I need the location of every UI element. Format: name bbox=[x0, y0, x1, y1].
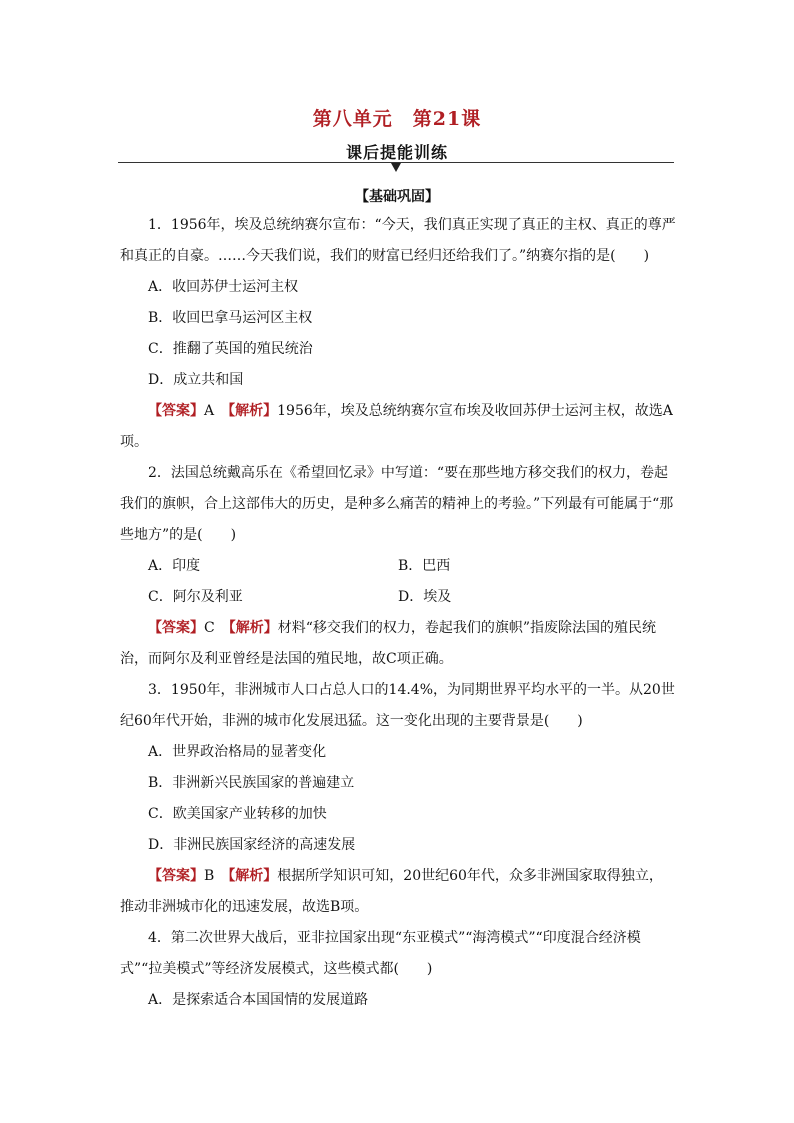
option-c: C．阿尔及利亚 bbox=[148, 589, 243, 605]
question-stem: 4．第二次世界大战后，亚非拉国家出现“东亚模式”“海湾模式”“印度混合经济模式”“拉美模式”等经济发展模式，这些模式都( ) bbox=[120, 930, 641, 977]
answer-block bbox=[120, 613, 676, 675]
answer-block bbox=[120, 396, 676, 458]
answer-tag: 【答案】 bbox=[148, 403, 204, 419]
question-4 bbox=[120, 923, 676, 1016]
question-stem: 3．1950年，非洲城市人口占总人口的14.4%，为同期世界平均水平的一半。从20世纪60年代开始，非洲的城市化发展迅猛。这一变化出现的主要背景是( ) bbox=[120, 682, 675, 729]
question-stem: 1．1956年，埃及总统纳赛尔宣布：“今天，我们真正实现了真正的主权、真正的尊严和真正的自豪。……今天我们说，我们的财富已经归还给我们了。”纳赛尔指的是( ) bbox=[120, 217, 676, 264]
answer-value: A bbox=[204, 403, 215, 419]
option-a: A．世界政治格局的显著变化 bbox=[148, 744, 327, 760]
answer-value: B bbox=[204, 868, 215, 884]
option-d: D．埃及 bbox=[398, 589, 452, 605]
option-b: B．非洲新兴民族国家的普遍建立 bbox=[148, 775, 355, 791]
analysis-text: 1956年，埃及总统纳赛尔宣布埃及收回苏伊士运河主权，故选A项。 bbox=[120, 403, 673, 450]
page-subtitle: 课后提能训练 bbox=[345, 143, 448, 162]
option-c: C．欧美国家产业转移的加快 bbox=[148, 806, 327, 822]
question-1 bbox=[120, 210, 676, 458]
question-2 bbox=[120, 458, 676, 675]
option-a: A．印度 bbox=[148, 558, 201, 574]
analysis-tag: 【解析】 bbox=[228, 868, 278, 884]
analysis-tag: 【解析】 bbox=[228, 403, 278, 419]
option-a: A．是探索适合本国国情的发展道路 bbox=[148, 992, 369, 1008]
option-c: C．推翻了英国的殖民统治 bbox=[148, 341, 313, 357]
answer-block bbox=[120, 861, 676, 923]
option-b: B．收回巴拿马运河区主权 bbox=[148, 310, 313, 326]
answer-tag: 【答案】 bbox=[148, 868, 204, 884]
analysis-tag: 【解析】 bbox=[228, 620, 278, 636]
option-row bbox=[120, 582, 676, 613]
option-a: A．收回苏伊士运河主权 bbox=[148, 279, 299, 295]
section-heading: 【基础巩固】 bbox=[355, 189, 439, 205]
option-row bbox=[120, 551, 676, 582]
page-title: 第八单元 第21课 bbox=[312, 108, 482, 130]
option-d: D．非洲民族国家经济的高速发展 bbox=[148, 837, 356, 853]
triangle-down-icon bbox=[391, 163, 401, 172]
option-d: D．成立共和国 bbox=[148, 372, 244, 388]
answer-value: C bbox=[204, 620, 215, 636]
analysis-text: 根据所学知识可知，20世纪60年代，众多非洲国家取得独立，推动非洲城市化的迅速发展，故选B项。 bbox=[120, 868, 663, 915]
answer-tag: 【答案】 bbox=[148, 620, 204, 636]
analysis-text: 材料“移交我们的权力，卷起我们的旗帜”指废除法国的殖民统治，而阿尔及利亚曾经是法国的殖民地，故C项正确。 bbox=[120, 620, 657, 667]
question-list bbox=[120, 210, 676, 1016]
question-3 bbox=[120, 675, 676, 923]
option-b: B．巴西 bbox=[398, 558, 451, 574]
question-stem: 2．法国总统戴高乐在《希望回忆录》中写道：“要在那些地方移交我们的权力，卷起我们的旗帜，合上这部伟大的历史，是种多么痛苦的精神上的考验。”下列最有可能属于“那些地方”的是( ) bbox=[120, 465, 674, 543]
